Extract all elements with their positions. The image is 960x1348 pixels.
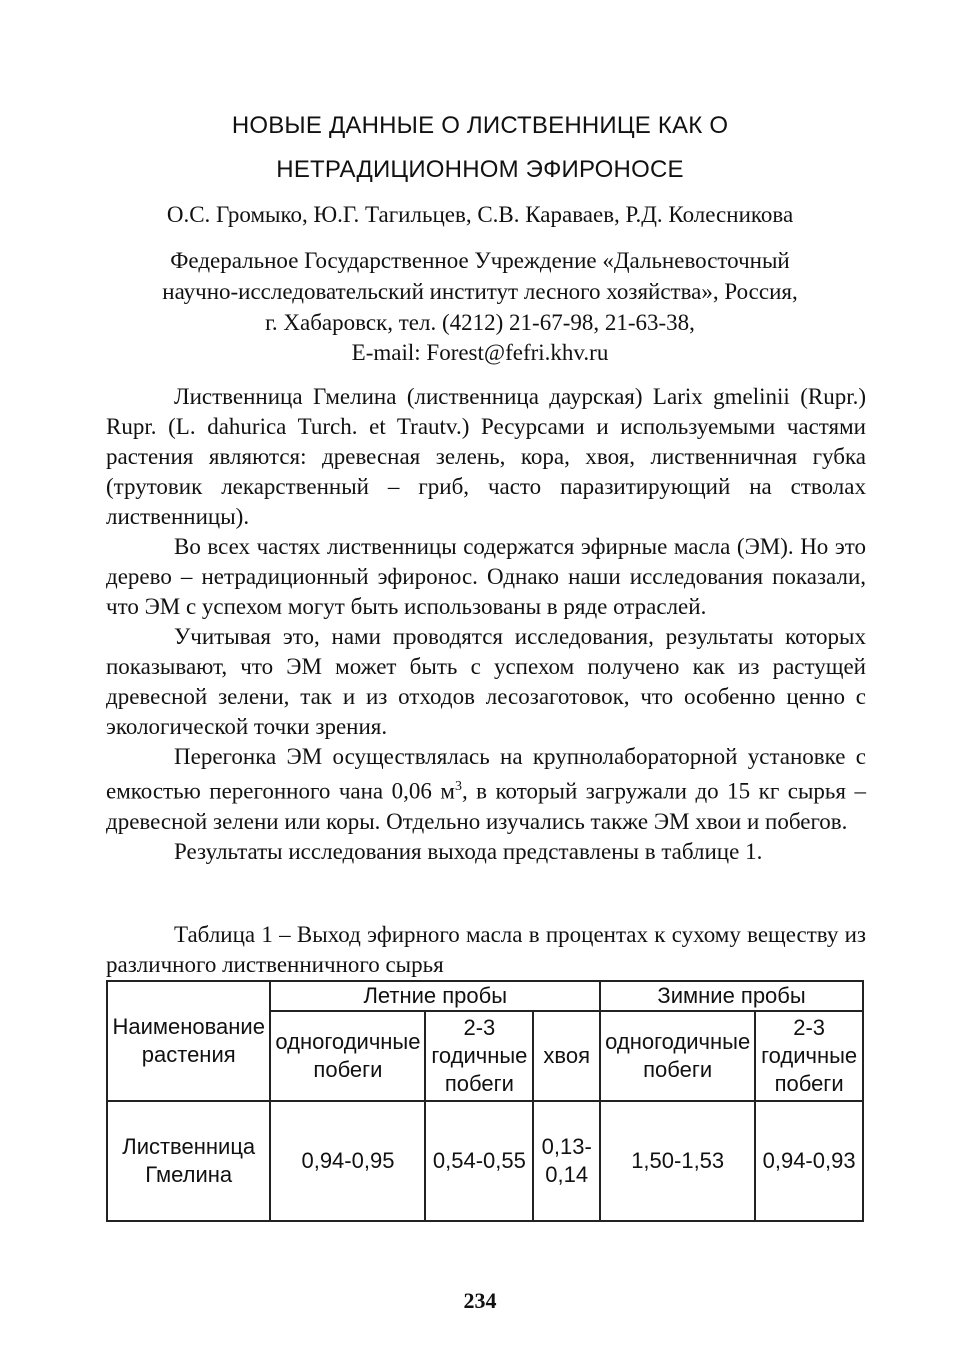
title-line-2: НЕТРАДИЦИОННОМ ЭФИРОНОСЕ (276, 156, 684, 183)
header-plant-name: Наименование растения (107, 981, 270, 1101)
header-winter-samples: Зимние пробы (600, 981, 863, 1011)
paragraph-4-b: , в который загружали до 15 кг сырья – древесной зелени или коры. Отдельно изучались также ЭМ хвои и побегов. (106, 778, 866, 834)
paragraph-1: Лиственница Гмелина (лиственница даурская) Larix gmelinii (Rupr.) Rupr. (L. dahurica Turch. et Trautv.) Ресурсами и используемыми частями растения являются: древесная зелень, кора, хвоя, лиственничная губка (трутовик лекарственный – гриб, часто паразитирующий на стволах лиственницы). (106, 384, 866, 529)
data-table (106, 980, 864, 1222)
page-number: 234 (463, 1288, 497, 1313)
header-summer-2-3-year-shoots: 2-3 годичные побеги (425, 1011, 533, 1101)
affiliation-line-3: г. Хабаровск, тел. (4212) 21-67-98, 21-63-38, (265, 310, 695, 335)
paragraph-3: Учитывая это, нами проводятся исследования, результаты которых показывают, что ЭМ может быть с успехом получено как из растущей древесной зелени, так и из отходов лесозаготовок, что особенно ценно с экологической точки зрения. (106, 624, 866, 739)
paragraph-5: Результаты исследования выхода представлены в таблице 1. (174, 838, 763, 864)
authors: О.С. Громыко, Ю.Г. Тагильцев, С.В. Караваев, Р.Д. Колесникова (166, 202, 794, 227)
affiliation-line-2: научно-исследовательский институт лесного хозяйства», Россия, (162, 279, 798, 304)
affiliation-line-1: Федеральное Государственное Учреждение «Дальневосточный (170, 248, 790, 273)
header-summer-one-year-shoots: одногодичные побеги (270, 1011, 425, 1101)
header-winter-one-year-shoots: одногодичные побеги (600, 1011, 755, 1101)
cell-plant-name: Лиственница Гмелина (107, 1101, 270, 1221)
paragraph-2: Во всех частях лиственницы содержатся эфирные масла (ЭМ). Но это дерево – нетрадиционный эфиронос. Однако наши исследования показали, что ЭМ с успехом могут быть использованы в ряде отраслей. (106, 534, 866, 619)
header-winter-2-3-year-shoots: 2-3 годичные побеги (755, 1011, 863, 1101)
cell-summer-needles: 0,13-0,14 (533, 1101, 600, 1221)
table-row (107, 1101, 863, 1221)
header-summer-samples: Летние пробы (270, 981, 600, 1011)
cell-summer-one-year: 0,94-0,95 (270, 1101, 425, 1221)
header-summer-needles: хвоя (533, 1011, 600, 1101)
cell-winter-2-3-year: 0,94-0,93 (755, 1101, 863, 1221)
table-caption (106, 920, 866, 980)
body-text (106, 382, 866, 867)
paragraph-4 (106, 742, 866, 837)
title-line-1: НОВЫЕ ДАННЫЕ О ЛИСТВЕННИЦЕ КАК О (231, 112, 729, 139)
cell-winter-one-year: 1,50-1,53 (600, 1101, 755, 1221)
table-caption-text: Таблица 1 – Выход эфирного масла в процентах к сухому веществу из различного лиственничного сырья (106, 922, 866, 977)
superscript-3: 3 (454, 779, 462, 794)
cell-summer-2-3-year: 0,54-0,55 (425, 1101, 533, 1221)
affiliation-email: E-mail: Forest@fefri.khv.ru (351, 340, 609, 365)
paragraph-4-a: Перегонка ЭМ осуществлялась на крупнолабораторной установке с емкостью перегонного чана 0,06 м (106, 744, 866, 804)
